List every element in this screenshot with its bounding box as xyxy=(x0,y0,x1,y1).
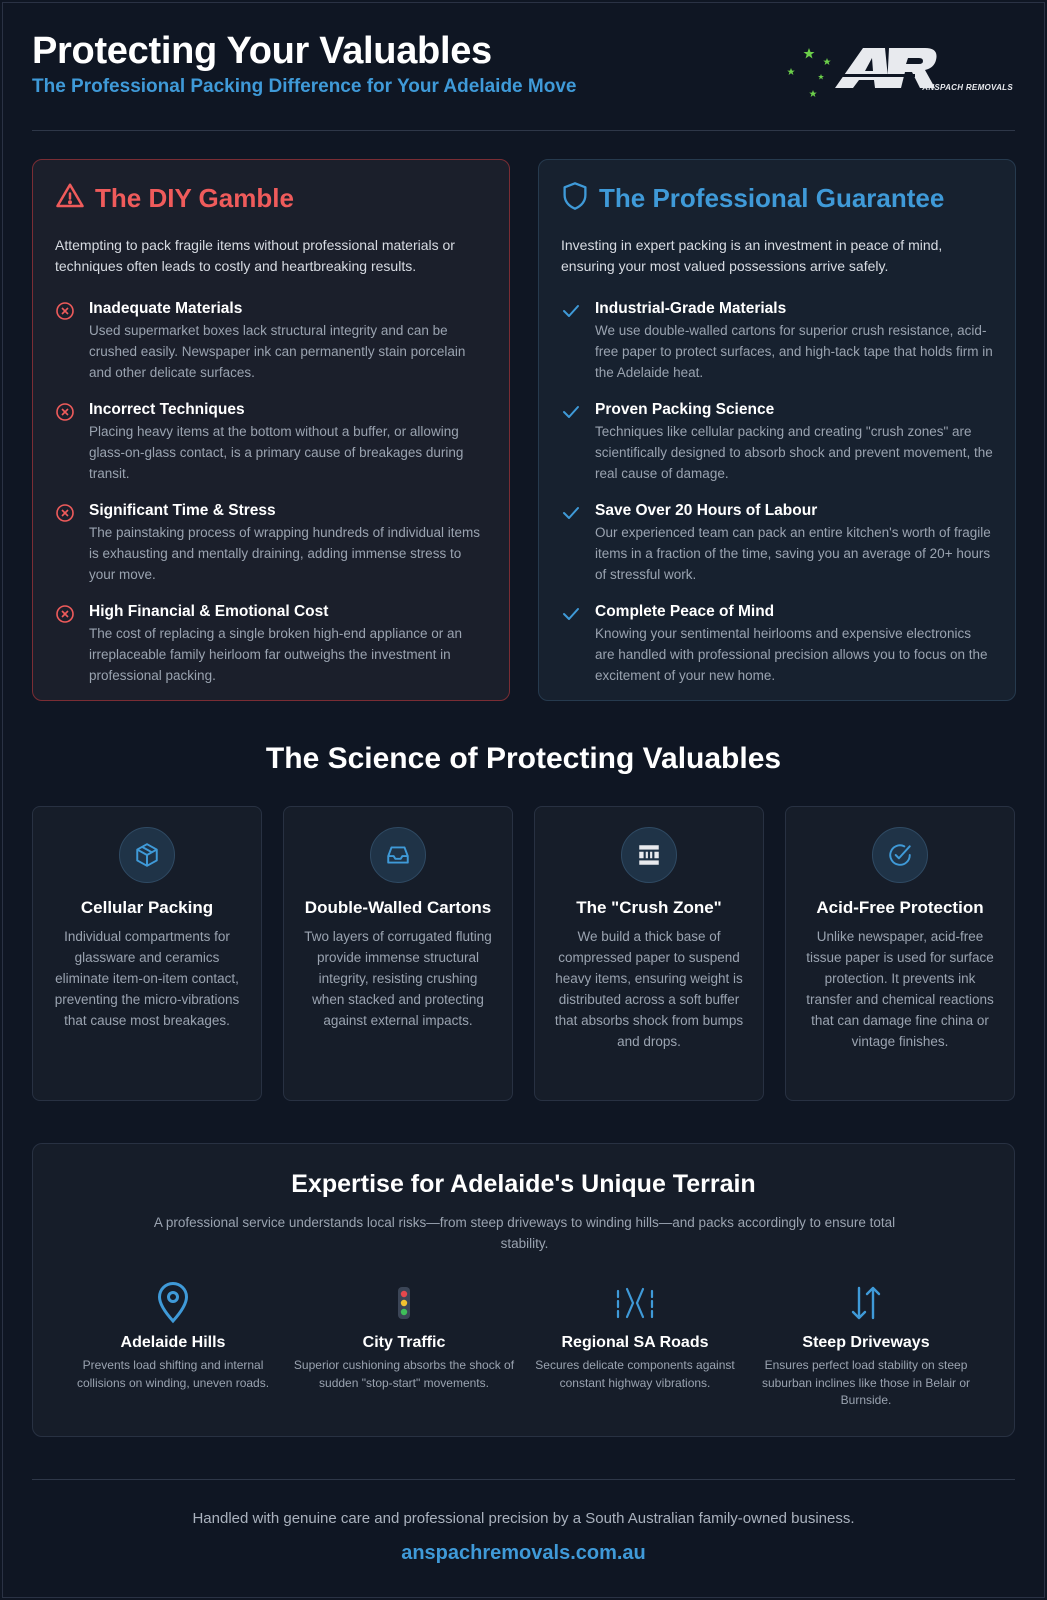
pro-item-title: Proven Packing Science xyxy=(595,401,775,418)
pro-item-title: Industrial-Grade Materials xyxy=(595,300,787,317)
pro-item-desc: Our experienced team can pack an entire kitchen's worth of fragile items in a fraction of the time, saving you an average of 20+ hours of stressful work. xyxy=(595,525,991,582)
traffic-light-icon xyxy=(289,1280,519,1326)
pro-item-desc: Knowing your sentimental heirlooms and expensive electronics are handled with professional precision allows you to focus on the excitement of your new home. xyxy=(595,626,988,683)
layers-icon xyxy=(621,827,677,883)
page-header xyxy=(32,28,1015,128)
pro-item xyxy=(561,299,993,400)
pro-item-title: Complete Peace of Mind xyxy=(595,603,775,620)
warning-icon xyxy=(55,181,85,216)
footer-text: Handled with genuine care and professional precision by a South Australian family-owned business. xyxy=(192,1510,855,1527)
diy-item xyxy=(55,602,487,703)
diy-item-title: Inadequate Materials xyxy=(89,300,243,317)
diy-intro: Attempting to pack fragile items without professional materials or techniques often leads to costly and heartbreaking results. xyxy=(55,237,455,274)
diy-item-desc: The cost of replacing a single broken high-end appliance or an irreplaceable family heirloom far outweighs the investment in professional packing. xyxy=(89,626,462,683)
pro-item-title: Save Over 20 Hours of Labour xyxy=(595,502,818,519)
terrain-item-title: Regional SA Roads xyxy=(561,1334,709,1351)
pro-item-desc: We use double-walled cartons for superior crush resistance, acid-free paper to protect surfaces, and high-tack tape that holds firm in the Adelaide heat. xyxy=(595,323,993,380)
pro-intro: Investing in expert packing is an investment in peace of mind, ensuring your most valued possessions arrive safely. xyxy=(561,237,943,274)
terrain-item-desc: Superior cushioning absorbs the shock of sudden "stop-start" movements. xyxy=(293,1358,515,1390)
terrain-item xyxy=(58,1280,288,1392)
diy-item-title: Significant Time & Stress xyxy=(89,502,276,519)
terrain-item-title: City Traffic xyxy=(362,1334,446,1351)
road-vibration-icon xyxy=(520,1280,750,1326)
ar-logo-icon[interactable] xyxy=(785,34,1015,104)
terrain-section xyxy=(32,1143,1015,1437)
diy-item xyxy=(55,501,487,602)
pro-item xyxy=(561,602,993,703)
terrain-item-desc: Ensures perfect load stability on steep suburban inclines like those in Belair or Burnside. xyxy=(761,1358,971,1407)
terrain-item-desc: Prevents load shifting and internal collisions on winding, uneven roads. xyxy=(76,1358,270,1390)
diy-item-title: High Financial & Emotional Cost xyxy=(89,603,329,620)
check-icon xyxy=(561,402,581,422)
shield-icon xyxy=(561,181,589,216)
science-card xyxy=(534,806,764,1101)
pro-item-desc: Techniques like cellular packing and creating "crush zones" are scientifically designed to absorb shock and prevent movement, the real cause of damage. xyxy=(595,424,993,481)
diy-item-desc: Used supermarket boxes lack structural integrity and can be crushed easily. Newspaper ink can permanently stain porcelain and other delicate surfaces. xyxy=(89,323,466,380)
science-section-title: The Science of Protecting Valuables xyxy=(265,742,782,775)
terrain-item-title: Steep Driveways xyxy=(802,1334,930,1351)
logo-text: ANSPACH REMOVALS xyxy=(922,83,1013,92)
pro-item xyxy=(561,400,993,501)
page-title: Protecting Your Valuables xyxy=(32,30,492,72)
diy-item-desc: Placing heavy items at the bottom without a buffer, or allowing glass-on-glass contact, is a primary cause of breakages during transit. xyxy=(89,424,464,481)
check-icon xyxy=(561,604,581,624)
inbox-icon xyxy=(370,827,426,883)
page-subtitle: The Professional Packing Difference for Your Adelaide Move xyxy=(32,76,577,97)
science-card xyxy=(785,806,1015,1101)
diy-gamble-card xyxy=(32,159,510,701)
science-card-title: Double-Walled Cartons xyxy=(304,898,492,917)
x-circle-icon xyxy=(55,604,75,624)
diy-item xyxy=(55,400,487,501)
terrain-item xyxy=(751,1280,981,1410)
website-link[interactable]: anspachremovals.com.au xyxy=(401,1542,646,1564)
terrain-item-desc: Secures delicate components against constant highway vibrations. xyxy=(535,1358,735,1390)
diy-item xyxy=(55,299,487,400)
science-card-title: Cellular Packing xyxy=(80,898,214,917)
terrain-item xyxy=(289,1280,519,1392)
logo-graphic xyxy=(785,34,1015,104)
diy-item-desc: The painstaking process of wrapping hundreds of individual items is exhausting and mentally draining, adding immense stress to your move. xyxy=(89,525,480,582)
diy-title: The DIY Gamble xyxy=(95,182,294,213)
check-icon xyxy=(561,503,581,523)
footer-divider xyxy=(32,1479,1015,1480)
x-circle-icon xyxy=(55,301,75,321)
science-card-desc: Two layers of corrugated fluting provide immense structural integrity, resisting crushing when stacked and protecting against external impacts. xyxy=(304,929,492,1028)
x-circle-icon xyxy=(55,503,75,523)
science-card-desc: We build a thick base of compressed paper to suspend heavy items, ensuring weight is distributed across a soft buffer that absorbs shock from bumps and drops. xyxy=(554,929,744,1049)
check-icon xyxy=(561,301,581,321)
incline-arrows-icon xyxy=(751,1280,981,1326)
check-circle-icon xyxy=(872,827,928,883)
cube-icon xyxy=(119,827,175,883)
terrain-intro: A professional service understands local risks—from steep driveways to winding hills—and packs accordingly to ensure total stability. xyxy=(153,1215,896,1251)
science-card-desc: Unlike newspaper, acid-free tissue paper is used for surface protection. It prevents ink transfer and chemical reactions that can damage fine china or vintage finishes. xyxy=(806,929,994,1049)
science-card-title: Acid-Free Protection xyxy=(816,898,984,917)
header-divider xyxy=(32,130,1015,131)
pro-item xyxy=(561,501,993,602)
science-card xyxy=(32,806,262,1101)
diy-item-title: Incorrect Techniques xyxy=(89,401,245,418)
professional-guarantee-card xyxy=(538,159,1016,701)
science-card xyxy=(283,806,513,1101)
science-card-desc: Individual compartments for glassware and ceramics eliminate item-on-item contact, preventing the micro-vibrations that cause most breakages. xyxy=(54,929,240,1028)
terrain-item xyxy=(520,1280,750,1392)
map-pin-icon xyxy=(58,1280,288,1326)
terrain-title: Expertise for Adelaide's Unique Terrain xyxy=(291,1170,756,1198)
science-card-title: The "Crush Zone" xyxy=(576,898,722,917)
terrain-item-title: Adelaide Hills xyxy=(120,1334,226,1351)
pro-title: The Professional Guarantee xyxy=(599,182,945,213)
x-circle-icon xyxy=(55,402,75,422)
